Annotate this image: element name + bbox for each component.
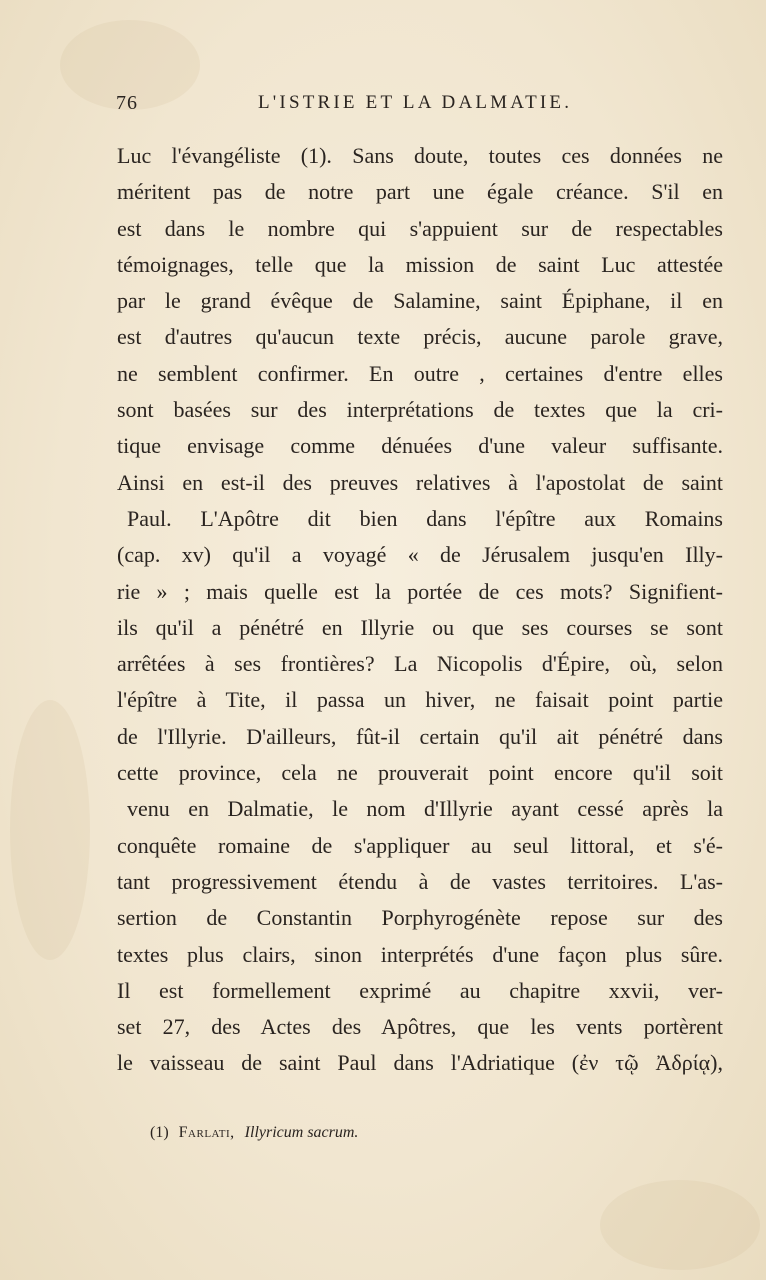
footnote — [150, 1124, 358, 1142]
footnote-marker: (1) — [150, 1124, 169, 1141]
text-line: (cap. xv) qu'il a voyagé « de Jérusalem jusqu'en Illy- — [117, 542, 723, 568]
text-line: cette province, cela ne prouverait point encore qu'il soit — [117, 760, 723, 786]
footnote-title: Illyricum sacrum. — [244, 1124, 359, 1141]
text-line: sont basées sur des interprétations de textes que la cri- — [117, 397, 723, 423]
body-text — [117, 138, 723, 1082]
paper-stain — [600, 1180, 760, 1270]
text-line: est d'autres qu'aucun texte précis, aucune parole grave, — [117, 324, 723, 350]
text-line: tant progressivement étendu à de vastes territoires. L'as- — [117, 868, 723, 894]
text-line: textes plus clairs, sinon interprétés d'une façon plus sûre. — [117, 941, 723, 967]
text-line: Luc l'évangéliste (1). Sans doute, toutes ces données ne — [117, 143, 723, 168]
text-line: Il est formellement exprimé au chapitre xxvii, ver- — [117, 977, 723, 1003]
text-line: par le grand évêque de Salamine, saint Épiphane, il en — [117, 288, 723, 314]
text-line: Paul. L'Apôtre dit bien dans l'épître aux Romains — [127, 505, 723, 531]
text-line: venu en Dalmatie, le nom d'Illyrie ayant cessé après la — [127, 796, 723, 822]
text-line: témoignages, telle que la mission de saint Luc attestée — [117, 251, 723, 277]
text-line: arrêtées à ses frontières? La Nicopolis d'Épire, où, selon — [117, 651, 723, 677]
text-line: tique envisage comme dénuées d'une valeur suffisante. — [117, 433, 723, 459]
page-header — [116, 92, 724, 122]
paper-stain — [10, 700, 90, 960]
text-line: ne semblent confirmer. En outre , certaines d'entre elles — [117, 360, 723, 386]
footnote-author: Farlati, — [178, 1124, 235, 1141]
text-line: set 27, des Actes des Apôtres, que les vents portèrent — [117, 1014, 723, 1040]
running-head: L'ISTRIE ET LA DALMATIE. — [258, 92, 573, 113]
text-line: de l'Illyrie. D'ailleurs, fût-il certain qu'il ait pénétré dans — [117, 723, 723, 749]
text-line: est dans le nombre qui s'appuient sur de respectables — [117, 215, 723, 241]
text-line: le vaisseau de saint Paul dans l'Adriatique (ἐν τῷ Ἀδρίᾳ), — [117, 1050, 723, 1076]
page-number: 76 — [116, 92, 138, 114]
text-line: conquête romaine de s'appliquer au seul littoral, et s'é- — [117, 832, 723, 858]
text-line: méritent pas de notre part une égale créance. S'il en — [117, 179, 723, 205]
text-line: ils qu'il a pénétré en Illyrie ou que ses courses se sont — [117, 614, 723, 640]
text-line: Ainsi en est-il des preuves relatives à l'apostolat de saint — [117, 469, 723, 495]
text-line: sertion de Constantin Porphyrogénète repose sur des — [117, 905, 723, 931]
text-line: l'épître à Tite, il passa un hiver, ne faisait point partie — [117, 687, 723, 713]
text-line: rie » ; mais quelle est la portée de ces mots? Signifient- — [117, 578, 723, 604]
